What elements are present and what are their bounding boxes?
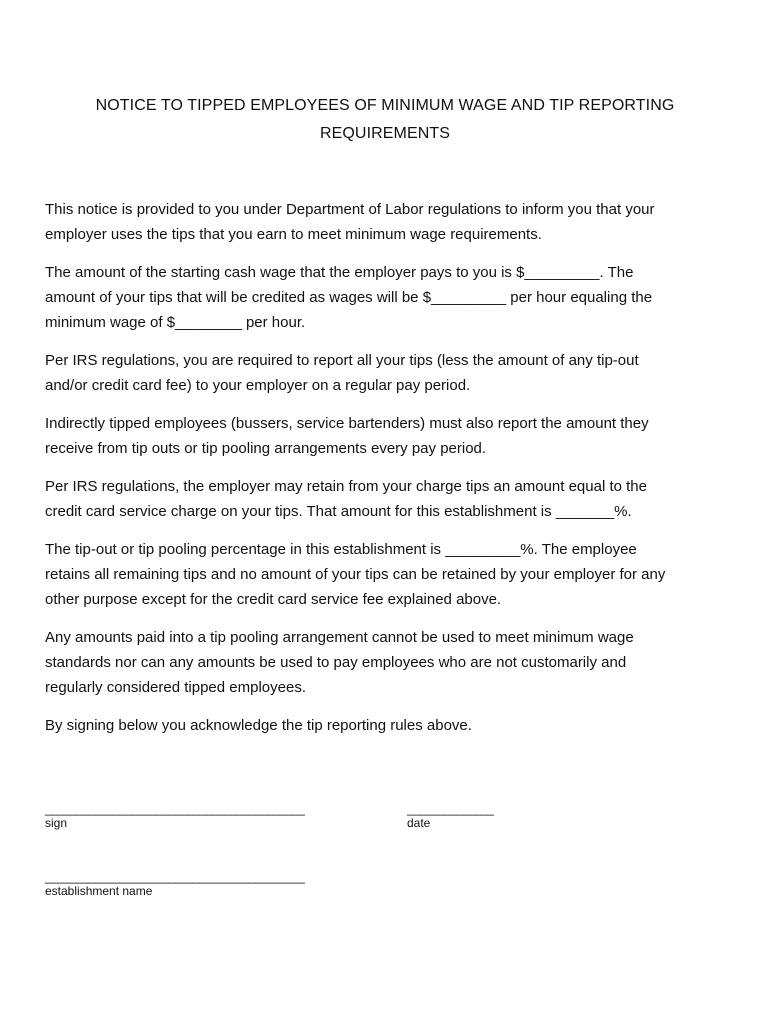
text-line: regularly considered tipped employees.	[45, 679, 306, 696]
document-title	[60, 92, 710, 148]
establishment-name-label: establishment name	[45, 884, 153, 898]
paragraph-irs-reporting	[45, 348, 735, 398]
sign-label: sign	[45, 816, 68, 830]
text-line: receive from tip outs or tip pooling arrangements every pay period.	[45, 440, 487, 457]
paragraph-acknowledgement	[45, 713, 735, 738]
text-line: minimum wage of $________ per hour.	[45, 314, 306, 331]
text-line: Per IRS regulations, you are required to report all your tips (less the amount of any tip-out	[45, 352, 639, 369]
text-line: By signing below you acknowledge the tip reporting rules above.	[45, 717, 472, 734]
establishment-name-line[interactable]: __________________________________________	[45, 870, 305, 884]
text-line: Any amounts paid into a tip pooling arrangement cannot be used to meet minimum wage	[45, 629, 634, 646]
paragraph-credit-card-charge	[45, 474, 735, 524]
date-line[interactable]: ______________	[407, 802, 494, 816]
title-line-2: REQUIREMENTS	[319, 125, 451, 142]
paragraph-tip-pooling-percentage	[45, 537, 735, 612]
text-line: Per IRS regulations, the employer may retain from your charge tips an amount equal to the	[45, 478, 647, 495]
paragraph-notice-intro	[45, 197, 735, 247]
text-line: amount of your tips that will be credited as wages will be $_________ per hour equaling the	[45, 289, 653, 306]
text-line: Indirectly tipped employees (bussers, service bartenders) must also report the amount they	[45, 415, 649, 432]
text-line: credit card service charge on your tips. That amount for this establishment is _______%.	[45, 503, 632, 520]
text-line: and/or credit card fee) to your employer on a regular pay period.	[45, 377, 471, 394]
notice-body	[45, 197, 735, 751]
paragraph-cash-wage	[45, 260, 735, 335]
text-line: employer uses the tips that you earn to meet minimum wage requirements.	[45, 226, 542, 243]
paragraph-tip-pool-restrictions	[45, 625, 735, 700]
text-line: The amount of the starting cash wage that the employer pays to you is $_________. The	[45, 264, 634, 281]
title-line-1: NOTICE TO TIPPED EMPLOYEES OF MINIMUM WAGE AND TIP REPORTING	[95, 97, 675, 114]
text-line: The tip-out or tip pooling percentage in this establishment is _________%. The employee	[45, 541, 637, 558]
text-line: retains all remaining tips and no amount of your tips can be retained by your employer for any	[45, 566, 666, 583]
text-line: other purpose except for the credit card service fee explained above.	[45, 591, 502, 608]
paragraph-indirectly-tipped	[45, 411, 735, 461]
text-line: standards nor can any amounts be used to pay employees who are not customarily and	[45, 654, 627, 671]
sign-line[interactable]: __________________________________________	[45, 802, 305, 816]
date-label: date	[407, 816, 431, 830]
text-line: This notice is provided to you under Department of Labor regulations to inform you that your	[45, 201, 655, 218]
